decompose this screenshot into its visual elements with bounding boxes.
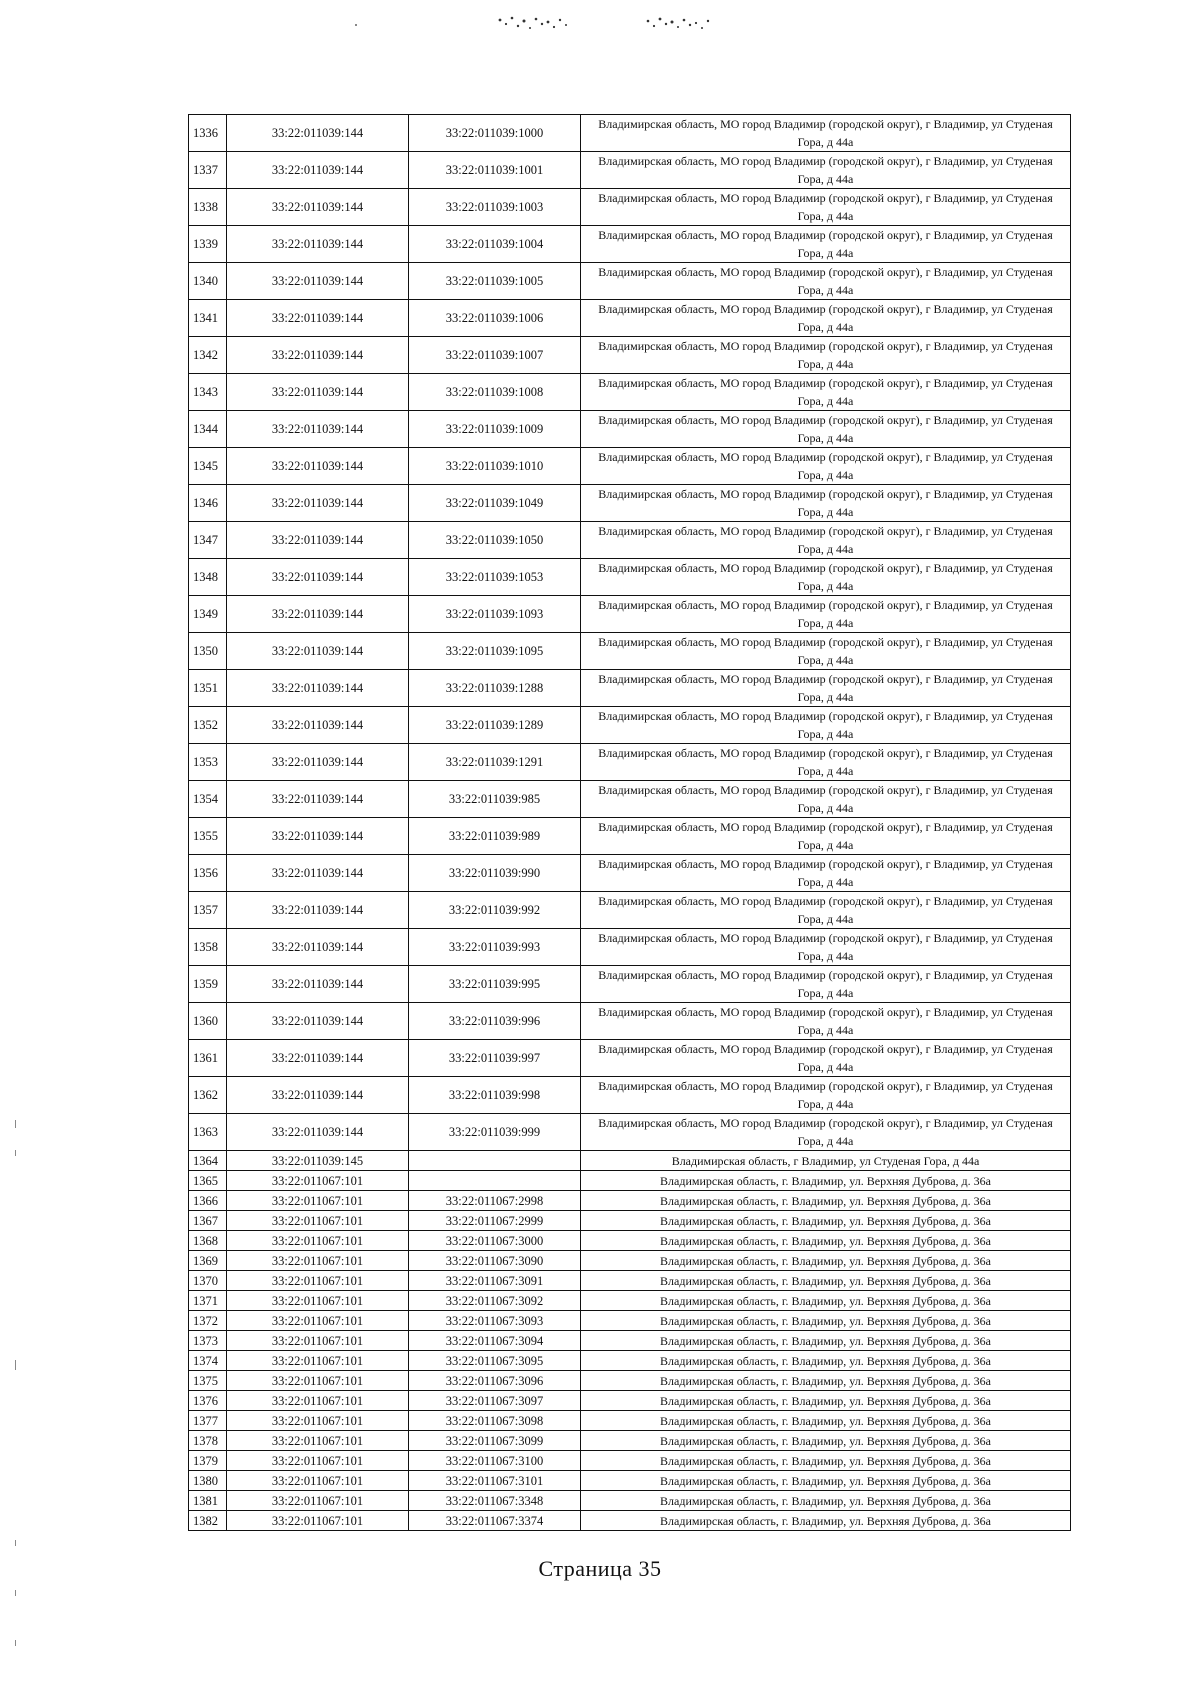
object-cadastral-number-cell: 33:22:011039:1288 (409, 670, 581, 707)
parcel-cadastral-number-cell: 33:22:011039:144 (227, 707, 409, 744)
address-cell: Владимирская область, МО город Владимир (городской округ), г Владимир, ул Студеная Гора, д 44а (581, 337, 1071, 374)
table-row (189, 263, 1071, 300)
row-number-cell: 1377 (189, 1411, 227, 1431)
object-cadastral-number-cell: 33:22:011039:1049 (409, 485, 581, 522)
table-row (189, 1291, 1071, 1311)
table-row (189, 1211, 1071, 1231)
table-body (189, 115, 1071, 1531)
address-cell: Владимирская область, МО город Владимир (городской округ), г Владимир, ул Студеная Гора, д 44а (581, 744, 1071, 781)
address-cell: Владимирская область, г. Владимир, ул. Верхняя Дуброва, д. 36а (581, 1231, 1071, 1251)
object-cadastral-number-cell: 33:22:011067:3100 (409, 1451, 581, 1471)
row-number-cell: 1372 (189, 1311, 227, 1331)
row-number-cell: 1346 (189, 485, 227, 522)
table-row (189, 1471, 1071, 1491)
address-cell: Владимирская область, МО город Владимир (городской округ), г Владимир, ул Студеная Гора, д 44а (581, 263, 1071, 300)
row-number-cell: 1381 (189, 1491, 227, 1511)
row-number-cell: 1344 (189, 411, 227, 448)
object-cadastral-number-cell: 33:22:011039:1093 (409, 596, 581, 633)
row-number-cell: 1352 (189, 707, 227, 744)
address-cell: Владимирская область, г. Владимир, ул. Верхняя Дуброва, д. 36а (581, 1271, 1071, 1291)
row-number-cell: 1339 (189, 226, 227, 263)
row-number-cell: 1378 (189, 1431, 227, 1451)
page-number: Страница 35 (538, 1556, 662, 1581)
cadastral-register-table (188, 114, 1071, 1531)
object-cadastral-number-cell: 33:22:011039:985 (409, 781, 581, 818)
row-number-cell: 1349 (189, 596, 227, 633)
table-row (189, 1171, 1071, 1191)
object-cadastral-number-cell: 33:22:011067:3094 (409, 1331, 581, 1351)
address-cell: Владимирская область, г. Владимир, ул. Верхняя Дуброва, д. 36а (581, 1351, 1071, 1371)
parcel-cadastral-number-cell: 33:22:011039:144 (227, 485, 409, 522)
address-cell: Владимирская область, г. Владимир, ул. Верхняя Дуброва, д. 36а (581, 1451, 1071, 1471)
parcel-cadastral-number-cell: 33:22:011039:144 (227, 855, 409, 892)
row-number-cell: 1355 (189, 818, 227, 855)
object-cadastral-number-cell: 33:22:011039:997 (409, 1040, 581, 1077)
address-cell: Владимирская область, МО город Владимир (городской округ), г Владимир, ул Студеная Гора, д 44а (581, 892, 1071, 929)
object-cadastral-number-cell: 33:22:011039:990 (409, 855, 581, 892)
parcel-cadastral-number-cell: 33:22:011039:144 (227, 374, 409, 411)
table-row (189, 744, 1071, 781)
table-row (189, 189, 1071, 226)
address-cell: Владимирская область, МО город Владимир (городской округ), г Владимир, ул Студеная Гора, д 44а (581, 1040, 1071, 1077)
table-row (189, 485, 1071, 522)
table-row (189, 1331, 1071, 1351)
address-cell: Владимирская область, г. Владимир, ул. Верхняя Дуброва, д. 36а (581, 1291, 1071, 1311)
object-cadastral-number-cell: 33:22:011039:1003 (409, 189, 581, 226)
object-cadastral-number-cell: 33:22:011039:995 (409, 966, 581, 1003)
address-cell: Владимирская область, г. Владимир, ул. Верхняя Дуброва, д. 36а (581, 1171, 1071, 1191)
table-row (189, 1114, 1071, 1151)
parcel-cadastral-number-cell: 33:22:011039:144 (227, 744, 409, 781)
parcel-cadastral-number-cell: 33:22:011039:144 (227, 1077, 409, 1114)
row-number-cell: 1363 (189, 1114, 227, 1151)
object-cadastral-number-cell: 33:22:011039:1095 (409, 633, 581, 670)
row-number-cell: 1364 (189, 1151, 227, 1171)
scan-noise-artifact (0, 8, 1200, 38)
parcel-cadastral-number-cell: 33:22:011039:144 (227, 522, 409, 559)
object-cadastral-number-cell: 33:22:011039:989 (409, 818, 581, 855)
parcel-cadastral-number-cell: 33:22:011067:101 (227, 1251, 409, 1271)
parcel-cadastral-number-cell: 33:22:011039:144 (227, 226, 409, 263)
object-cadastral-number-cell: 33:22:011039:992 (409, 892, 581, 929)
parcel-cadastral-number-cell: 33:22:011067:101 (227, 1411, 409, 1431)
address-cell: Владимирская область, г. Владимир, ул. Верхняя Дуброва, д. 36а (581, 1331, 1071, 1351)
address-cell: Владимирская область, МО город Владимир (городской округ), г Владимир, ул Студеная Гора, д 44а (581, 966, 1071, 1003)
address-cell: Владимирская область, МО город Владимир (городской округ), г Владимир, ул Студеная Гора, д 44а (581, 522, 1071, 559)
row-number-cell: 1345 (189, 448, 227, 485)
row-number-cell: 1354 (189, 781, 227, 818)
address-cell: Владимирская область, г. Владимир, ул. Верхняя Дуброва, д. 36а (581, 1311, 1071, 1331)
table-row (189, 633, 1071, 670)
object-cadastral-number-cell: 33:22:011067:3090 (409, 1251, 581, 1271)
table-row (189, 1351, 1071, 1371)
parcel-cadastral-number-cell: 33:22:011039:144 (227, 559, 409, 596)
parcel-cadastral-number-cell: 33:22:011039:144 (227, 892, 409, 929)
table-row (189, 1191, 1071, 1211)
table-row (189, 522, 1071, 559)
object-cadastral-number-cell: 33:22:011067:2999 (409, 1211, 581, 1231)
object-cadastral-number-cell: 33:22:011039:998 (409, 1077, 581, 1114)
parcel-cadastral-number-cell: 33:22:011067:101 (227, 1351, 409, 1371)
parcel-cadastral-number-cell: 33:22:011067:101 (227, 1391, 409, 1411)
object-cadastral-number-cell: 33:22:011067:3101 (409, 1471, 581, 1491)
row-number-cell: 1353 (189, 744, 227, 781)
object-cadastral-number-cell: 33:22:011039:1291 (409, 744, 581, 781)
parcel-cadastral-number-cell: 33:22:011039:144 (227, 596, 409, 633)
address-cell: Владимирская область, МО город Владимир (городской округ), г Владимир, ул Студеная Гора, д 44а (581, 226, 1071, 263)
table-row (189, 411, 1071, 448)
table-row (189, 855, 1071, 892)
address-cell: Владимирская область, МО город Владимир (городской округ), г Владимир, ул Студеная Гора, д 44а (581, 781, 1071, 818)
address-cell: Владимирская область, МО город Владимир (городской округ), г Владимир, ул Студеная Гора, д 44а (581, 670, 1071, 707)
parcel-cadastral-number-cell: 33:22:011039:144 (227, 152, 409, 189)
row-number-cell: 1341 (189, 300, 227, 337)
row-number-cell: 1380 (189, 1471, 227, 1491)
table-row (189, 1491, 1071, 1511)
row-number-cell: 1342 (189, 337, 227, 374)
table-row (189, 1077, 1071, 1114)
object-cadastral-number-cell: 33:22:011067:3097 (409, 1391, 581, 1411)
address-cell: Владимирская область, МО город Владимир (городской округ), г Владимир, ул Студеная Гора, д 44а (581, 448, 1071, 485)
object-cadastral-number-cell: 33:22:011039:1007 (409, 337, 581, 374)
address-cell: Владимирская область, г. Владимир, ул. Верхняя Дуброва, д. 36а (581, 1211, 1071, 1231)
parcel-cadastral-number-cell: 33:22:011039:144 (227, 189, 409, 226)
row-number-cell: 1382 (189, 1511, 227, 1531)
row-number-cell: 1370 (189, 1271, 227, 1291)
table-row (189, 1451, 1071, 1471)
parcel-cadastral-number-cell: 33:22:011039:144 (227, 781, 409, 818)
table-row (189, 1311, 1071, 1331)
row-number-cell: 1359 (189, 966, 227, 1003)
address-cell: Владимирская область, МО город Владимир (городской округ), г Владимир, ул Студеная Гора, д 44а (581, 300, 1071, 337)
object-cadastral-number-cell: 33:22:011039:1001 (409, 152, 581, 189)
row-number-cell: 1337 (189, 152, 227, 189)
address-cell: Владимирская область, МО город Владимир (городской округ), г Владимир, ул Студеная Гора, д 44а (581, 818, 1071, 855)
table-row (189, 1511, 1071, 1531)
parcel-cadastral-number-cell: 33:22:011039:144 (227, 448, 409, 485)
parcel-cadastral-number-cell: 33:22:011067:101 (227, 1431, 409, 1451)
table-row (189, 1431, 1071, 1451)
row-number-cell: 1347 (189, 522, 227, 559)
row-number-cell: 1350 (189, 633, 227, 670)
table-row (189, 1271, 1071, 1291)
address-cell: Владимирская область, МО город Владимир (городской округ), г Владимир, ул Студеная Гора, д 44а (581, 855, 1071, 892)
address-cell: Владимирская область, МО город Владимир (городской округ), г Владимир, ул Студеная Гора, д 44а (581, 929, 1071, 966)
row-number-cell: 1373 (189, 1331, 227, 1351)
table-row (189, 374, 1071, 411)
address-cell: Владимирская область, МО город Владимир (городской округ), г Владимир, ул Студеная Гора, д 44а (581, 374, 1071, 411)
table-row (189, 818, 1071, 855)
address-cell: Владимирская область, г. Владимир, ул. Верхняя Дуброва, д. 36а (581, 1191, 1071, 1211)
object-cadastral-number-cell: 33:22:011039:1005 (409, 263, 581, 300)
row-number-cell: 1375 (189, 1371, 227, 1391)
row-number-cell: 1340 (189, 263, 227, 300)
scan-edge-artifact (14, 1120, 18, 1680)
address-cell: Владимирская область, г. Владимир, ул. Верхняя Дуброва, д. 36а (581, 1391, 1071, 1411)
object-cadastral-number-cell: 33:22:011039:999 (409, 1114, 581, 1151)
object-cadastral-number-cell: 33:22:011067:3096 (409, 1371, 581, 1391)
address-cell: Владимирская область, МО город Владимир (городской округ), г Владимир, ул Студеная Гора, д 44а (581, 152, 1071, 189)
parcel-cadastral-number-cell: 33:22:011039:144 (227, 300, 409, 337)
parcel-cadastral-number-cell: 33:22:011039:144 (227, 818, 409, 855)
address-cell: Владимирская область, МО город Владимир (городской округ), г Владимир, ул Студеная Гора, д 44а (581, 1114, 1071, 1151)
parcel-cadastral-number-cell: 33:22:011039:144 (227, 929, 409, 966)
object-cadastral-number-cell: 33:22:011067:2998 (409, 1191, 581, 1211)
address-cell: Владимирская область, г Владимир, ул Студеная Гора, д 44а (581, 1151, 1071, 1171)
row-number-cell: 1368 (189, 1231, 227, 1251)
row-number-cell: 1362 (189, 1077, 227, 1114)
table-row (189, 1251, 1071, 1271)
table-row (189, 152, 1071, 189)
table-row (189, 1371, 1071, 1391)
address-cell: Владимирская область, г. Владимир, ул. Верхняя Дуброва, д. 36а (581, 1471, 1071, 1491)
parcel-cadastral-number-cell: 33:22:011067:101 (227, 1191, 409, 1211)
object-cadastral-number-cell: 33:22:011039:1010 (409, 448, 581, 485)
row-number-cell: 1360 (189, 1003, 227, 1040)
row-number-cell: 1361 (189, 1040, 227, 1077)
row-number-cell: 1365 (189, 1171, 227, 1191)
table-row (189, 781, 1071, 818)
row-number-cell: 1357 (189, 892, 227, 929)
table-row (189, 1411, 1071, 1431)
object-cadastral-number-cell (409, 1151, 581, 1171)
object-cadastral-number-cell: 33:22:011039:1289 (409, 707, 581, 744)
row-number-cell: 1371 (189, 1291, 227, 1311)
parcel-cadastral-number-cell: 33:22:011067:101 (227, 1211, 409, 1231)
object-cadastral-number-cell: 33:22:011039:1000 (409, 115, 581, 152)
object-cadastral-number-cell: 33:22:011067:3098 (409, 1411, 581, 1431)
row-number-cell: 1367 (189, 1211, 227, 1231)
parcel-cadastral-number-cell: 33:22:011067:101 (227, 1511, 409, 1531)
address-cell: Владимирская область, МО город Владимир (городской округ), г Владимир, ул Студеная Гора, д 44а (581, 485, 1071, 522)
object-cadastral-number-cell: 33:22:011039:1004 (409, 226, 581, 263)
table-row (189, 448, 1071, 485)
table-row (189, 929, 1071, 966)
object-cadastral-number-cell: 33:22:011039:1008 (409, 374, 581, 411)
object-cadastral-number-cell: 33:22:011067:3095 (409, 1351, 581, 1371)
object-cadastral-number-cell: 33:22:011039:993 (409, 929, 581, 966)
table-row (189, 1151, 1071, 1171)
parcel-cadastral-number-cell: 33:22:011067:101 (227, 1451, 409, 1471)
parcel-cadastral-number-cell: 33:22:011067:101 (227, 1331, 409, 1351)
table-row (189, 892, 1071, 929)
table-row (189, 559, 1071, 596)
object-cadastral-number-cell: 33:22:011039:1009 (409, 411, 581, 448)
address-cell: Владимирская область, г. Владимир, ул. Верхняя Дуброва, д. 36а (581, 1491, 1071, 1511)
table-row (189, 966, 1071, 1003)
address-cell: Владимирская область, МО город Владимир (городской округ), г Владимир, ул Студеная Гора, д 44а (581, 707, 1071, 744)
table-row (189, 1391, 1071, 1411)
parcel-cadastral-number-cell: 33:22:011067:101 (227, 1491, 409, 1511)
address-cell: Владимирская область, МО город Владимир (городской округ), г Владимир, ул Студеная Гора, д 44а (581, 596, 1071, 633)
row-number-cell: 1366 (189, 1191, 227, 1211)
object-cadastral-number-cell: 33:22:011067:3374 (409, 1511, 581, 1531)
parcel-cadastral-number-cell: 33:22:011067:101 (227, 1231, 409, 1251)
address-cell: Владимирская область, МО город Владимир (городской округ), г Владимир, ул Студеная Гора, д 44а (581, 189, 1071, 226)
parcel-cadastral-number-cell: 33:22:011039:144 (227, 1040, 409, 1077)
table-row (189, 226, 1071, 263)
row-number-cell: 1374 (189, 1351, 227, 1371)
parcel-cadastral-number-cell: 33:22:011067:101 (227, 1311, 409, 1331)
parcel-cadastral-number-cell: 33:22:011039:144 (227, 1003, 409, 1040)
object-cadastral-number-cell: 33:22:011067:3092 (409, 1291, 581, 1311)
address-cell: Владимирская область, МО город Владимир (городской округ), г Владимир, ул Студеная Гора, д 44а (581, 411, 1071, 448)
table-row (189, 1231, 1071, 1251)
row-number-cell: 1376 (189, 1391, 227, 1411)
parcel-cadastral-number-cell: 33:22:011067:101 (227, 1171, 409, 1191)
parcel-cadastral-number-cell: 33:22:011039:144 (227, 115, 409, 152)
address-cell: Владимирская область, МО город Владимир (городской округ), г Владимир, ул Студеная Гора, д 44а (581, 559, 1071, 596)
object-cadastral-number-cell: 33:22:011039:1050 (409, 522, 581, 559)
row-number-cell: 1336 (189, 115, 227, 152)
address-cell: Владимирская область, МО город Владимир (городской округ), г Владимир, ул Студеная Гора, д 44а (581, 115, 1071, 152)
parcel-cadastral-number-cell: 33:22:011039:144 (227, 633, 409, 670)
object-cadastral-number-cell: 33:22:011067:3099 (409, 1431, 581, 1451)
address-cell: Владимирская область, МО город Владимир (городской округ), г Владимир, ул Студеная Гора, д 44а (581, 1003, 1071, 1040)
table-row (189, 670, 1071, 707)
table-row (189, 300, 1071, 337)
object-cadastral-number-cell: 33:22:011039:996 (409, 1003, 581, 1040)
parcel-cadastral-number-cell: 33:22:011039:144 (227, 966, 409, 1003)
table-row (189, 1003, 1071, 1040)
object-cadastral-number-cell: 33:22:011067:3000 (409, 1231, 581, 1251)
object-cadastral-number-cell: 33:22:011067:3348 (409, 1491, 581, 1511)
parcel-cadastral-number-cell: 33:22:011039:144 (227, 1114, 409, 1151)
row-number-cell: 1343 (189, 374, 227, 411)
parcel-cadastral-number-cell: 33:22:011039:144 (227, 670, 409, 707)
address-cell: Владимирская область, г. Владимир, ул. Верхняя Дуброва, д. 36а (581, 1511, 1071, 1531)
row-number-cell: 1358 (189, 929, 227, 966)
parcel-cadastral-number-cell: 33:22:011039:144 (227, 411, 409, 448)
row-number-cell: 1369 (189, 1251, 227, 1271)
row-number-cell: 1356 (189, 855, 227, 892)
parcel-cadastral-number-cell: 33:22:011067:101 (227, 1371, 409, 1391)
table-row (189, 1040, 1071, 1077)
row-number-cell: 1351 (189, 670, 227, 707)
table-row (189, 596, 1071, 633)
parcel-cadastral-number-cell: 33:22:011039:144 (227, 263, 409, 300)
address-cell: Владимирская область, МО город Владимир (городской округ), г Владимир, ул Студеная Гора, д 44а (581, 1077, 1071, 1114)
parcel-cadastral-number-cell: 33:22:011067:101 (227, 1271, 409, 1291)
object-cadastral-number-cell: 33:22:011039:1053 (409, 559, 581, 596)
address-cell: Владимирская область, г. Владимир, ул. Верхняя Дуброва, д. 36а (581, 1411, 1071, 1431)
address-cell: Владимирская область, МО город Владимир (городской округ), г Владимир, ул Студеная Гора, д 44а (581, 633, 1071, 670)
object-cadastral-number-cell: 33:22:011067:3093 (409, 1311, 581, 1331)
object-cadastral-number-cell (409, 1171, 581, 1191)
row-number-cell: 1348 (189, 559, 227, 596)
address-cell: Владимирская область, г. Владимир, ул. Верхняя Дуброва, д. 36а (581, 1431, 1071, 1451)
address-cell: Владимирская область, г. Владимир, ул. Верхняя Дуброва, д. 36а (581, 1371, 1071, 1391)
parcel-cadastral-number-cell: 33:22:011067:101 (227, 1291, 409, 1311)
address-cell: Владимирская область, г. Владимир, ул. Верхняя Дуброва, д. 36а (581, 1251, 1071, 1271)
parcel-cadastral-number-cell: 33:22:011039:144 (227, 337, 409, 374)
object-cadastral-number-cell: 33:22:011039:1006 (409, 300, 581, 337)
parcel-cadastral-number-cell: 33:22:011039:145 (227, 1151, 409, 1171)
table-row (189, 115, 1071, 152)
table-row (189, 707, 1071, 744)
parcel-cadastral-number-cell: 33:22:011067:101 (227, 1471, 409, 1491)
object-cadastral-number-cell: 33:22:011067:3091 (409, 1271, 581, 1291)
row-number-cell: 1379 (189, 1451, 227, 1471)
table-row (189, 337, 1071, 374)
row-number-cell: 1338 (189, 189, 227, 226)
